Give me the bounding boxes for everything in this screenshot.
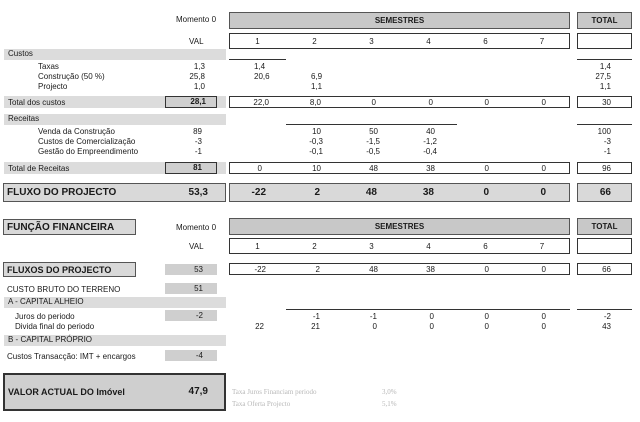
momento-label: Momento 0 <box>176 15 217 24</box>
total-custos-val: 0 <box>484 98 489 107</box>
total-custos-val: 0 <box>428 98 433 107</box>
fluxos-total: 66 <box>602 265 611 274</box>
divida-val: 0 <box>429 322 434 331</box>
receitas-section-title: Receitas <box>4 114 226 125</box>
capital-proprio-title: B - CAPITAL PRÓPRIO <box>4 335 226 346</box>
custos-row-m0: 1,3 <box>193 62 205 71</box>
juros-val: -1 <box>369 312 377 321</box>
fluxos-val: 38 <box>426 265 435 274</box>
custos-row-label: Construção (50 %) <box>38 72 105 81</box>
fluxos-val: 0 <box>541 265 546 274</box>
semestres-header: SEMESTRES <box>229 12 570 29</box>
total-receitas-total: 96 <box>602 164 611 173</box>
funcao-semestres-header: SEMESTRES <box>229 218 570 235</box>
funcao-total-header: TOTAL <box>577 218 632 235</box>
funcao-col-header: 2 <box>312 242 317 251</box>
total-custos-label: Total dos custos <box>8 98 66 107</box>
custos-row-label: Projecto <box>38 82 68 91</box>
juros-val: 0 <box>484 312 489 321</box>
valor-actual-label: VALOR ACTUAL DO Imóvel <box>8 387 125 397</box>
custo-bruto-m0: 51 <box>165 283 217 294</box>
fluxo-val: -22 <box>251 187 266 198</box>
total-custos-val: 0 <box>371 98 376 107</box>
fluxo-label: FLUXO DO PROJECTO <box>7 187 117 198</box>
taxa-juros-value: 3,0% <box>382 388 397 396</box>
fluxo-m0: 53,3 <box>188 187 208 198</box>
col-header: 1 <box>255 37 260 46</box>
funcao-momento-label: Momento 0 <box>176 223 217 232</box>
total-custos-val: 8,0 <box>309 98 321 107</box>
receitas-row-m0: -3 <box>194 137 202 146</box>
total-receitas-m0: 81 <box>165 162 217 174</box>
receitas-row-label: Gestão do Empreendimento <box>38 147 139 156</box>
receitas-row-val: -0,3 <box>309 137 323 146</box>
receitas-row-val: 10 <box>312 127 321 136</box>
fluxo-val: 48 <box>365 187 377 198</box>
receitas-row-val: 50 <box>369 127 378 136</box>
juros-m0: -2 <box>165 310 217 321</box>
capital-alheio-title: A - CAPITAL ALHEIO <box>4 297 226 308</box>
total-receitas-val: 10 <box>312 164 321 173</box>
total-custos-m0: 28,1 <box>165 96 217 108</box>
receitas-row-total: 100 <box>597 127 611 136</box>
receitas-row-val: -1,5 <box>366 137 380 146</box>
divida-val: 21 <box>311 322 320 331</box>
total-header: TOTAL <box>577 12 632 29</box>
total-receitas-label: Total de Receitas <box>8 164 70 173</box>
receitas-row-label: Venda da Construção <box>38 127 115 136</box>
taxa-oferta-value: 5,1% <box>382 400 397 408</box>
total-receitas-val: 0 <box>257 164 262 173</box>
divida-total: 43 <box>602 322 611 331</box>
receitas-row-val: -0,4 <box>423 147 437 156</box>
custo-bruto-label: CUSTO BRUTO DO TERRENO <box>7 285 121 294</box>
fluxos-val: 48 <box>369 265 378 274</box>
custos-row-val: 20,6 <box>254 72 270 81</box>
col-header: 6 <box>483 37 488 46</box>
receitas-row-total: -3 <box>603 137 611 146</box>
fluxo-total: 66 <box>599 187 611 198</box>
funcao-title: FUNÇÃO FINANCEIRA <box>7 222 115 233</box>
total-custos-val: 0 <box>541 98 546 107</box>
col-header: 7 <box>539 37 545 46</box>
custos-row-val: 6,9 <box>311 72 323 81</box>
fluxo-val: 38 <box>422 187 434 198</box>
custos-row-total: 1,1 <box>599 82 611 91</box>
custos-row-val: 1,4 <box>254 62 266 71</box>
custos-section-title: Custos <box>4 49 226 60</box>
fluxos-val: 0 <box>484 265 489 274</box>
receitas-row-label: Custos de Comercialização <box>38 137 136 146</box>
funcao-val-label: VAL <box>189 242 204 251</box>
val-label: VAL <box>189 37 204 46</box>
juros-label: Juros do periodo <box>15 312 75 321</box>
total-custos-val: 22,0 <box>253 98 269 107</box>
funcao-col-header: 6 <box>483 242 488 251</box>
divida-val: 0 <box>484 322 489 331</box>
total-custos-total: 30 <box>602 98 611 107</box>
fluxos-m0: 53 <box>165 264 217 275</box>
fluxos-val: 2 <box>315 265 320 274</box>
taxa-juros-label: Taxa Juros Financiam periodo <box>232 388 317 396</box>
col-header: 3 <box>369 37 374 46</box>
receitas-row-val: -1,2 <box>423 137 437 146</box>
juros-val: -1 <box>312 312 320 321</box>
total-receitas-val: 38 <box>426 164 435 173</box>
juros-val: 0 <box>429 312 434 321</box>
funcao-total-val-box <box>577 238 632 254</box>
funcao-col-header: 3 <box>369 242 374 251</box>
col-header: 4 <box>426 37 431 46</box>
receitas-row-m0: -1 <box>194 147 202 156</box>
custos-row-total: 27,5 <box>595 72 611 81</box>
funcao-col-header: 1 <box>255 242 260 251</box>
custos-row-m0: 25,8 <box>189 72 205 81</box>
receitas-row-val: 40 <box>426 127 435 136</box>
total-receitas-val: 48 <box>369 164 378 173</box>
col-header: 2 <box>312 37 317 46</box>
receitas-row-m0: 89 <box>193 127 202 136</box>
custos-transacao-label: Custos Transacção: IMT + encargos <box>7 352 136 361</box>
juros-total: -2 <box>603 312 611 321</box>
divida-val: 0 <box>541 322 546 331</box>
fluxo-val: 0 <box>483 187 489 198</box>
custos-row-m0: 1,0 <box>193 82 205 91</box>
funcao-col-header: 7 <box>539 242 545 251</box>
total-receitas-val: 0 <box>541 164 546 173</box>
fluxo-val: 0 <box>540 187 546 198</box>
fluxos-label: FLUXOS DO PROJECTO <box>7 265 112 275</box>
receitas-row-total: -1 <box>603 147 611 156</box>
custos-row-val: 1,1 <box>311 82 323 91</box>
total-val-box <box>577 33 632 49</box>
fluxos-val: -22 <box>254 265 266 274</box>
custos-row-label: Taxas <box>38 62 59 71</box>
juros-val: 0 <box>541 312 546 321</box>
funcao-col-header: 4 <box>426 242 431 251</box>
receitas-row-val: -0,5 <box>366 147 380 156</box>
fluxo-val: 2 <box>314 187 320 198</box>
divida-val: 22 <box>255 322 264 331</box>
divida-label: Divida final do periodo <box>15 322 95 331</box>
total-receitas-val: 0 <box>484 164 489 173</box>
custos-row-total: 1,4 <box>599 62 611 71</box>
taxa-oferta-label: Taxa Oferta Projecto <box>232 400 291 408</box>
divida-val: 0 <box>372 322 377 331</box>
valor-actual-value: 47,9 <box>188 386 208 397</box>
receitas-row-val: -0,1 <box>309 147 323 156</box>
custos-transacao-m0: -4 <box>165 350 217 361</box>
